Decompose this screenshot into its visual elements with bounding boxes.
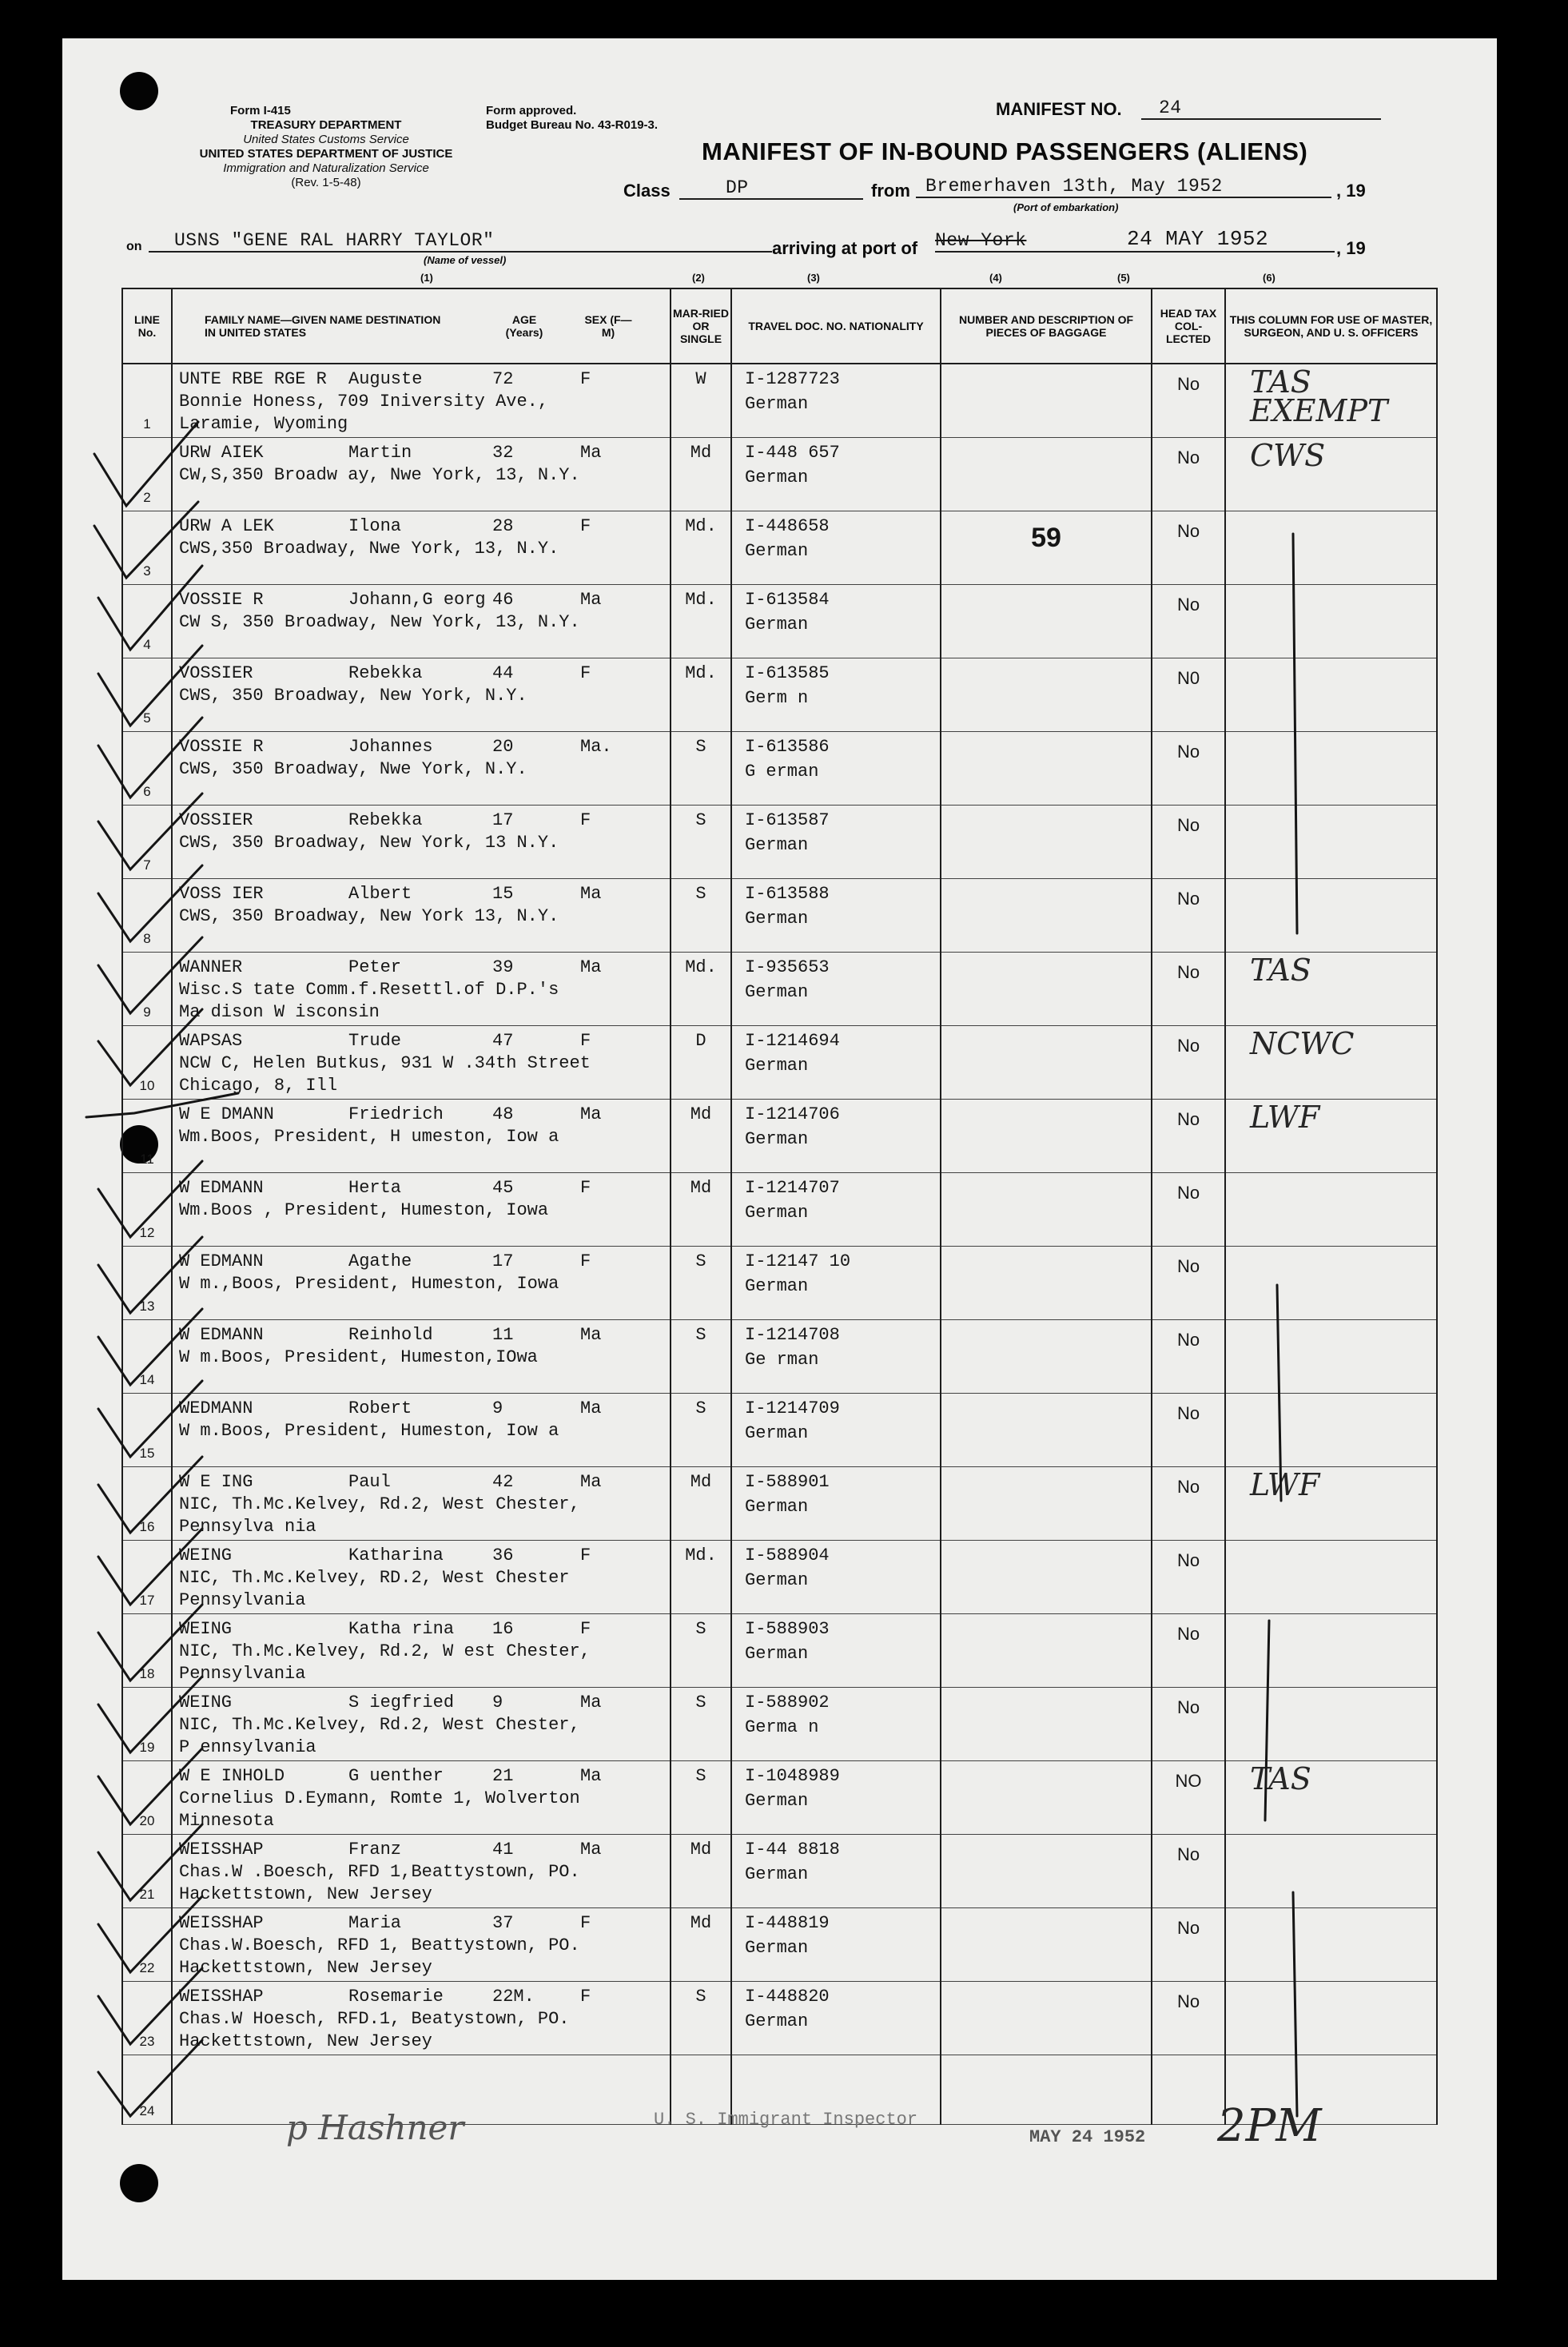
destination: Wm.Boos, President, H umeston, Iow a: [179, 1127, 559, 1147]
line-number: 2: [143, 490, 151, 505]
travel-doc-number: I-1214707: [745, 1178, 840, 1198]
form-revision: (Rev. 1-5-48): [291, 176, 361, 189]
marital-status: Md.: [685, 663, 717, 683]
arrival-date: 24 MAY 1952: [1127, 227, 1269, 251]
family-name: UNTE RBE RGE R: [179, 369, 327, 389]
sex: F: [580, 1251, 591, 1271]
marital-status: S: [695, 1251, 706, 1271]
given-name: Katharina: [348, 1545, 444, 1565]
sex: F: [580, 1545, 591, 1565]
approval-line-2: Budget Bureau No. 43-R019-3.: [486, 118, 659, 132]
destination: NIC, Th.Mc.Kelvey, Rd.2, West Chester,: [179, 1494, 580, 1514]
head-tax: No: [1176, 1256, 1200, 1276]
given-name: Maria: [348, 1913, 402, 1933]
port-embark-caption: (Port of embarkation): [1013, 201, 1119, 213]
officer-note: NCWC: [1250, 1026, 1355, 1061]
given-name: Trude: [348, 1031, 402, 1051]
age: 37: [492, 1913, 514, 1933]
nationality: German: [745, 467, 809, 487]
destination: W m.,Boos, President, Humeston, Iowa: [179, 1274, 559, 1294]
line-number: 21: [139, 1887, 155, 1902]
officer-note: TAS: [1250, 1761, 1311, 1796]
sex: Ma.: [580, 737, 612, 757]
marital-status: Md: [690, 1472, 712, 1492]
destination: NIC, Th.Mc.Kelvey, Rd.2, West Chester,: [179, 1715, 580, 1735]
sex: Ma: [580, 1104, 602, 1124]
sex: F: [580, 1031, 591, 1051]
header-married: MAR-RIED OR SINGLE: [671, 288, 731, 364]
nationality: German: [745, 1938, 809, 1958]
sex: F: [580, 1178, 591, 1198]
family-name: WEISSHAP: [179, 1913, 264, 1933]
travel-doc-number: I-1214706: [745, 1104, 840, 1124]
vessel-name: USNS "GENE RAL HARRY TAYLOR": [174, 230, 495, 251]
head-tax: No: [1176, 595, 1200, 615]
line-number: 18: [139, 1666, 155, 1681]
col-number-5: (5): [1117, 272, 1130, 284]
line-number: 13: [139, 1299, 155, 1314]
age: 72: [492, 369, 514, 389]
sex: F: [580, 369, 591, 389]
travel-doc-number: I-448 657: [745, 443, 840, 463]
head-tax: N0: [1176, 668, 1200, 688]
sex: F: [580, 1987, 591, 2007]
header-name-label: FAMILY NAME—GIVEN NAME DESTINATION IN UNITED STATES: [205, 313, 441, 339]
line-number: 17: [139, 1593, 155, 1608]
sex: F: [580, 810, 591, 830]
travel-doc-number: I-588901: [745, 1472, 830, 1492]
line-number: 9: [143, 1004, 151, 1020]
inspector-signature: p Hashner: [286, 2108, 464, 2147]
destination: CWS, 350 Broadway, New York, 13 N.Y.: [179, 833, 559, 853]
head-tax: No: [1176, 1550, 1200, 1570]
sex: Ma: [580, 957, 602, 977]
destination-line-2: Pennsylvania: [179, 1590, 306, 1610]
marital-status: S: [695, 1398, 706, 1418]
nationality: German: [745, 835, 809, 855]
age: 47: [492, 1031, 514, 1051]
sex: Ma: [580, 1398, 602, 1418]
marital-status: S: [695, 884, 706, 904]
line-number: 1: [143, 416, 151, 432]
given-name: Agathe: [348, 1251, 412, 1271]
justice-dept: UNITED STATES DEPARTMENT OF JUSTICE: [199, 147, 453, 161]
given-name: Friedrich: [348, 1104, 444, 1124]
destination-line-2: Minnesota: [179, 1811, 274, 1831]
age: 9: [492, 1398, 503, 1418]
given-name: Reinhold: [348, 1325, 433, 1345]
given-name: G uenther: [348, 1766, 444, 1786]
header-travel: TRAVEL DOC. NO. NATIONALITY: [731, 288, 941, 364]
travel-doc-number: I-1287723: [745, 369, 840, 389]
line-number: 19: [139, 1740, 155, 1755]
destination: Chas.W.Boesch, RFD 1, Beattystown, PO.: [179, 1935, 580, 1955]
age: 21: [492, 1766, 514, 1786]
destination-line-2: Laramie, Wyoming: [179, 414, 348, 434]
line-number: 22: [139, 1960, 155, 1975]
customs-service: United States Customs Service: [243, 133, 409, 146]
travel-doc-number: I-613586: [745, 737, 830, 757]
destination-line-2: Hackettstown, New Jersey: [179, 1958, 432, 1978]
family-name: URW A LEK: [179, 516, 274, 536]
inspector-label: U. S. Immigrant Inspector: [654, 2110, 918, 2130]
destination: Chas.W .Boesch, RFD 1,Beattystown, PO.: [179, 1862, 580, 1882]
officer-note: TAS: [1250, 953, 1311, 988]
given-name: Peter: [348, 957, 402, 977]
travel-doc-number: I-12147 10: [745, 1251, 851, 1271]
marital-status: Md: [690, 1104, 712, 1124]
sex: F: [580, 1913, 591, 1933]
given-name: Johannes: [348, 737, 433, 757]
given-name: Katha rina: [348, 1619, 455, 1639]
nationality: German: [745, 2011, 809, 2031]
given-name: Auguste: [348, 369, 423, 389]
head-tax: NO: [1175, 1771, 1202, 1791]
family-name: WEING: [179, 1545, 233, 1565]
marital-status: S: [695, 1325, 706, 1345]
officer-note: 2PM: [1217, 2100, 1322, 2152]
family-name: VOSSIER: [179, 810, 253, 830]
destination-line-2: Pennsylvania: [179, 1664, 306, 1684]
travel-doc-number: I-588902: [745, 1693, 830, 1713]
destination: NIC, Th.Mc.Kelvey, RD.2, West Chester: [179, 1568, 570, 1588]
nationality: German: [745, 394, 809, 414]
head-tax: No: [1176, 1109, 1200, 1129]
line-number: 7: [143, 857, 151, 873]
officer-note: CWS: [1250, 438, 1326, 473]
family-name: VOSSIER: [179, 663, 253, 683]
age: 17: [492, 1251, 514, 1271]
header-officers: THIS COLUMN FOR USE OF MASTER, SURGEON, AND U. S. OFFICERS: [1225, 288, 1437, 364]
marital-status: S: [695, 1987, 706, 2007]
destination-line-2: P ennsylvania: [179, 1737, 316, 1757]
sex: Ma: [580, 590, 602, 610]
line-number: 10: [139, 1078, 155, 1093]
family-name: WEDMANN: [179, 1398, 253, 1418]
destination: CW S, 350 Broadway, New York, 13, N.Y.: [179, 612, 580, 632]
travel-doc-number: I-1048989: [745, 1766, 840, 1786]
nationality: German: [745, 1497, 809, 1517]
marital-status: Md.: [685, 516, 717, 536]
sex: Ma: [580, 1840, 602, 1860]
approval-line-1: Form approved.: [486, 104, 577, 117]
travel-doc-number: I-448658: [745, 516, 830, 536]
family-name: VOSS IER: [179, 884, 264, 904]
line-number: 16: [139, 1519, 155, 1534]
sex: F: [580, 516, 591, 536]
travel-doc-number: I-588904: [745, 1545, 830, 1565]
ins-service: Immigration and Naturalization Service: [223, 161, 429, 175]
given-name: Herta: [348, 1178, 402, 1198]
nationality: German: [745, 1276, 809, 1296]
family-name: WEING: [179, 1619, 233, 1639]
marital-status: Md.: [685, 590, 717, 610]
family-name: W EDMANN: [179, 1178, 264, 1198]
stamp-date: MAY 24 1952: [1029, 2127, 1146, 2147]
baggage: 59: [1031, 523, 1061, 553]
header-sex: SEX (F—M): [584, 313, 632, 339]
head-tax: No: [1176, 1624, 1200, 1644]
col-number-1: (1): [420, 272, 433, 284]
age: 16: [492, 1619, 514, 1639]
head-tax: No: [1176, 815, 1200, 835]
destination-line-2: Ma dison W isconsin: [179, 1002, 380, 1022]
travel-doc-number: I-613585: [745, 663, 830, 683]
head-tax: No: [1176, 1991, 1200, 2011]
arrival-year-suffix: , 19: [1336, 238, 1366, 258]
destination: CWS, 350 Broadway, New York 13, N.Y.: [179, 906, 559, 926]
age: 45: [492, 1178, 514, 1198]
marital-status: Md: [690, 443, 712, 463]
age: 15: [492, 884, 514, 904]
family-name: WEISSHAP: [179, 1987, 264, 2007]
travel-doc-number: I-1214708: [745, 1325, 840, 1345]
sex: F: [580, 663, 591, 683]
head-tax: No: [1176, 962, 1200, 982]
nationality: German: [745, 1570, 809, 1590]
arriving-label: arriving at port of: [772, 238, 918, 258]
marital-status: S: [695, 1766, 706, 1786]
line-number: 11: [140, 1152, 154, 1167]
manifest-number-label: MANIFEST NO.: [996, 99, 1122, 119]
age: 17: [492, 810, 514, 830]
marital-status: S: [695, 1619, 706, 1639]
age: 42: [492, 1472, 514, 1492]
marital-status: Md.: [685, 957, 717, 977]
travel-doc-number: I-613588: [745, 884, 830, 904]
sex: Ma: [580, 1472, 602, 1492]
marital-status: W: [695, 369, 706, 389]
destination: Wisc.S tate Comm.f.Resettl.of D.P.'s: [179, 980, 559, 1000]
destination: Cornelius D.Eymann, Romte 1, Wolverton: [179, 1788, 580, 1808]
nationality: German: [745, 615, 809, 634]
travel-doc-number: I-448820: [745, 1987, 830, 2007]
nationality: German: [745, 982, 809, 1002]
family-name: W E INHOLD: [179, 1766, 285, 1786]
header-baggage: NUMBER AND DESCRIPTION OF PIECES OF BAGGAGE: [941, 288, 1152, 364]
marital-status: S: [695, 1693, 706, 1713]
sex: Ma: [580, 443, 602, 463]
header-age: AGE (Years): [505, 313, 543, 339]
travel-doc-number: I-44 8818: [745, 1840, 840, 1860]
class-label: Class: [623, 181, 671, 201]
destination: CWS, 350 Broadway, Nwe York, N.Y.: [179, 759, 527, 779]
travel-doc-number: I-588903: [745, 1619, 830, 1639]
travel-doc-number: I-448819: [745, 1913, 830, 1933]
nationality: German: [745, 541, 809, 561]
destination-line-2: Chicago, 8, Ill: [179, 1076, 338, 1096]
given-name: Rebekka: [348, 663, 423, 683]
family-name: URW AIEK: [179, 443, 264, 463]
nationality: Germ n: [745, 688, 809, 708]
line-number: 5: [143, 710, 151, 726]
head-tax: No: [1176, 1918, 1200, 1938]
marital-status: Md.: [685, 1545, 717, 1565]
sex: Ma: [580, 1766, 602, 1786]
nationality: G erman: [745, 762, 819, 782]
nationality: German: [745, 909, 809, 929]
col-number-2: (2): [692, 272, 705, 284]
destination: Bonnie Honess, 709 Iniversity Ave.,: [179, 392, 549, 412]
age: 46: [492, 590, 514, 610]
destination: W m.Boos, President, Humeston, Iow a: [179, 1421, 559, 1441]
family-name: WAPSAS: [179, 1031, 243, 1051]
age: 22M.: [492, 1987, 535, 2007]
col-number-3: (3): [807, 272, 820, 284]
page-title: MANIFEST OF IN-BOUND PASSENGERS (ALIENS): [702, 137, 1308, 165]
head-tax: No: [1176, 1036, 1200, 1056]
age: 36: [492, 1545, 514, 1565]
from-value: Bremerhaven 13th, May 1952: [925, 176, 1223, 197]
head-tax: No: [1176, 1330, 1200, 1350]
manifest-sheet: [62, 38, 1497, 2280]
from-year-suffix: , 19: [1336, 181, 1366, 201]
marital-status: Md: [690, 1178, 712, 1198]
travel-doc-number: I-613584: [745, 590, 830, 610]
travel-doc-number: I-935653: [745, 957, 830, 977]
age: 48: [492, 1104, 514, 1124]
col-number-4: (4): [989, 272, 1002, 284]
destination: Chas.W Hoesch, RFD.1, Beatystown, PO.: [179, 2009, 570, 2029]
line-number: 12: [139, 1225, 155, 1240]
given-name: Johann,G eorg: [348, 590, 486, 610]
travel-doc-number: I-613587: [745, 810, 830, 830]
marital-status: Md: [690, 1840, 712, 1860]
given-name: Paul: [348, 1472, 391, 1492]
treasury-dept: TREASURY DEPARTMENT: [250, 118, 402, 132]
line-number: 6: [143, 784, 151, 799]
destination: CWS, 350 Broadway, New York, N.Y.: [179, 686, 527, 706]
family-name: WEING: [179, 1693, 233, 1713]
head-tax: No: [1176, 374, 1200, 394]
age: 9: [492, 1693, 503, 1713]
age: 32: [492, 443, 514, 463]
family-name: WEISSHAP: [179, 1840, 264, 1860]
given-name: Martin: [348, 443, 412, 463]
sex: Ma: [580, 1325, 602, 1345]
destination: NCW C, Helen Butkus, 931 W .34th Street: [179, 1053, 591, 1073]
destination-line-2: Hackettstown, New Jersey: [179, 2031, 432, 2051]
marital-status: S: [695, 737, 706, 757]
head-tax: No: [1176, 1477, 1200, 1497]
family-name: VOSSIE R: [179, 590, 264, 610]
sex: Ma: [580, 884, 602, 904]
family-name: VOSSIE R: [179, 737, 264, 757]
from-label: from: [871, 181, 910, 201]
destination-line-2: Hackettstown, New Jersey: [179, 1884, 432, 1904]
class-value: DP: [726, 177, 749, 198]
on-label: on: [126, 240, 142, 253]
family-name: WANNER: [179, 957, 243, 977]
arriving-port: New York: [935, 230, 1027, 251]
sex: Ma: [580, 1693, 602, 1713]
head-tax: No: [1176, 889, 1200, 909]
officer-note: LWF: [1250, 1100, 1320, 1135]
header-head-tax: HEAD TAX COL-LECTED: [1152, 288, 1225, 364]
given-name: S iegfried: [348, 1693, 455, 1713]
given-name: Rosemarie: [348, 1987, 444, 2007]
nationality: German: [745, 1203, 809, 1223]
travel-doc-number: I-1214694: [745, 1031, 840, 1051]
head-tax: No: [1176, 1844, 1200, 1864]
line-number: 8: [143, 931, 151, 946]
nationality: German: [745, 1056, 809, 1076]
destination: NIC, Th.Mc.Kelvey, Rd.2, W est Chester,: [179, 1641, 591, 1661]
nationality: Ge rman: [745, 1350, 819, 1370]
given-name: Ilona: [348, 516, 402, 536]
marital-status: D: [695, 1031, 706, 1051]
line-number: 23: [139, 2034, 155, 2049]
line-number: 24: [139, 2103, 155, 2118]
nationality: German: [745, 1423, 809, 1443]
head-tax: No: [1176, 742, 1200, 762]
destination-line-2: Pennsylva nia: [179, 1517, 316, 1537]
nationality: German: [745, 1864, 809, 1884]
head-tax: No: [1176, 1183, 1200, 1203]
marital-status: Md: [690, 1913, 712, 1933]
family-name: W EDMANN: [179, 1325, 264, 1345]
head-tax: No: [1176, 448, 1200, 467]
form-number: Form I-415: [230, 104, 291, 117]
age: 11: [492, 1325, 514, 1345]
family-name: W EDMANN: [179, 1251, 264, 1271]
officer-note: LWF: [1250, 1467, 1320, 1502]
vessel-caption: (Name of vessel): [424, 254, 507, 266]
age: 28: [492, 516, 514, 536]
line-number: 14: [139, 1372, 155, 1387]
line-number: 15: [139, 1446, 155, 1461]
given-name: Franz: [348, 1840, 402, 1860]
handwritten-checkmarks: [62, 38, 1497, 2280]
col-number-6: (6): [1263, 272, 1275, 284]
marital-status: S: [695, 810, 706, 830]
given-name: Albert: [348, 884, 412, 904]
age: 20: [492, 737, 514, 757]
nationality: German: [745, 1129, 809, 1149]
destination: W m.Boos, President, Humeston,IOwa: [179, 1347, 538, 1367]
family-name: W E ING: [179, 1472, 253, 1492]
nationality: German: [745, 1644, 809, 1664]
given-name: Robert: [348, 1398, 412, 1418]
family-name: W E DMANN: [179, 1104, 274, 1124]
sex: F: [580, 1619, 591, 1639]
destination: Wm.Boos , President, Humeston, Iowa: [179, 1200, 549, 1220]
nationality: German: [745, 1791, 809, 1811]
head-tax: No: [1176, 1403, 1200, 1423]
given-name: Rebekka: [348, 810, 423, 830]
officer-note: TAS EXEMPT: [1250, 364, 1388, 428]
travel-doc-number: I-1214709: [745, 1398, 840, 1418]
line-number: 3: [143, 563, 151, 579]
age: 41: [492, 1840, 514, 1860]
destination: CWS,350 Broadway, Nwe York, 13, N.Y.: [179, 539, 559, 559]
age: 44: [492, 663, 514, 683]
head-tax: No: [1176, 1697, 1200, 1717]
header-line-no: LINE No.: [122, 288, 172, 364]
head-tax: No: [1176, 521, 1200, 541]
manifest-number: 24: [1159, 97, 1182, 118]
age: 39: [492, 957, 514, 977]
nationality: Germa n: [745, 1717, 819, 1737]
line-number: 4: [143, 637, 151, 652]
line-number: 20: [139, 1813, 155, 1828]
destination: CW,S,350 Broadw ay, Nwe York, 13, N.Y.: [179, 465, 580, 485]
